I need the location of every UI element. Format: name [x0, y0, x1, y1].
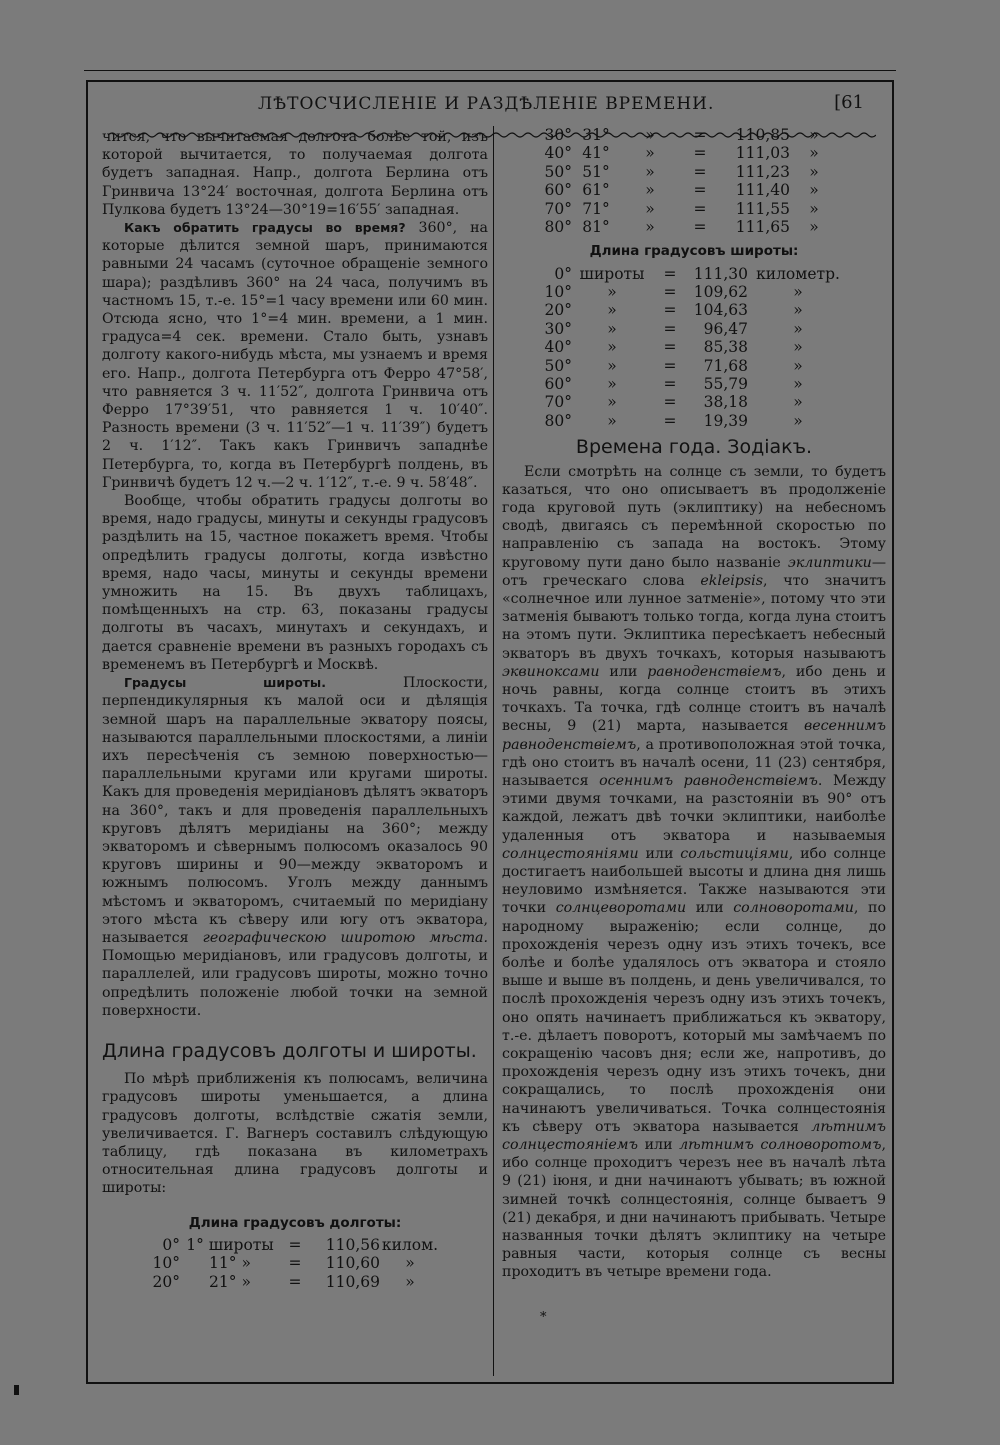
table-cell: = — [663, 319, 677, 338]
table-cell: 20° — [152, 1272, 180, 1291]
table-cell: 104,63 — [693, 301, 748, 320]
table-cell: 80° — [544, 411, 572, 430]
table-cell: = — [693, 144, 707, 163]
table-cell: » — [607, 375, 617, 394]
table-row — [538, 126, 838, 144]
table-cell: » — [809, 218, 819, 237]
table-cell: 85,38 — [703, 338, 748, 357]
table-cell: = — [663, 393, 677, 412]
longitude-table-continued — [538, 126, 838, 236]
table-cell: 19,39 — [703, 411, 748, 430]
table-row — [538, 218, 838, 236]
stray-mark: * — [540, 1310, 547, 1325]
table-cell: = — [663, 338, 677, 357]
section-heading: Длина градусовъ долготы и широты. — [102, 1039, 477, 1062]
table-cell: » — [793, 301, 803, 320]
table-cell: 50° — [544, 162, 572, 181]
table-cell: » — [793, 356, 803, 375]
table-cell: » — [607, 411, 617, 430]
paragraph: По мѣрѣ приближенія къ полюсамъ, величина градусовъ широты уменьшается, а длина градусовъ долготы, вслѣдствіе сжатія земли, увеличивается. Г. Вагнеръ составилъ слѣдующую таблицу, гдѣ показана въ километрахъ относительная длина градусовъ долготы и широты: — [102, 1071, 488, 1197]
table-cell: = — [663, 301, 677, 320]
table-cell: = — [693, 218, 707, 237]
table-cell: 60° — [544, 181, 572, 200]
table-cell: 110,85 — [735, 126, 790, 144]
table-cell: » — [793, 283, 803, 302]
paragraph-lead: Градусы широты. — [124, 675, 326, 691]
paragraph: Если смотрѣть на солнце съ земли, то будетъ казаться, что оно описываетъ въ продолженіе года круговой путь (эклиптику) на небесномъ сводѣ, двигаясь съ перемѣнной скоростью по направленію съ запада на востокъ. Этому круговому пути дано было названіе эклиптики—отъ греческаго слова ekleipsis, что значитъ «солнечное или лунное затменіе», потому что эти затменія бываютъ только тогда, когда луна стоитъ на этомъ пути. Эклиптика пересѣкаетъ небесный экваторъ въ двухъ точкахъ, которыя называютъ эквиноксами или равноденствіемъ, ибо день и ночь равны, когда солнце стоитъ въ этихъ точкахъ. Та точка, гдѣ солнце стоитъ въ началѣ весны, 9 (21) марта, называется весеннимъ равноденствіемъ, а противоположная этой точка, гдѣ оно стоитъ въ началѣ осени, 11 (23) сентября, называется осеннимъ равноденствіемъ. Между этими двумя точками, на разстояніи въ 90° отъ каждой, лежатъ двѣ точки эклиптики, наиболѣе удаленныя отъ экватора и называемыя солнцестояніями или сольстиціями, ибо солнце достигаетъ наибольшей высоты и длина дня лишь неуловимо измѣняется. Также называются эти точки солнцеворотами или солноворотами, по народному выраженію; если солнце, до прохожденія черезъ одну изъ этихъ точекъ, все болѣе и болѣе удалялось отъ экватора и стояло выше и выше въ полдень, и день увеличивался, то послѣ прохожденія черезъ одну изъ этихъ точекъ, оно опять начинаетъ приближаться къ экватору, т.-е. дѣлаетъ поворотъ, который мы замѣчаемъ по сокращенію часовъ дня; если же, напротивъ, до прохожденія черезъ одну изъ этихъ точекъ, дни сокращались, то послѣ прохожденія они начинаютъ увеличиваться. Точка солнцестоянія къ сѣверу отъ экватора называется лѣтнимъ солнцестояніемъ или лѣтнимъ солноворотомъ, ибо солнце проходитъ черезъ нее въ началѣ лѣта 9 (21) іюня, и дни начинаютъ убывать; въ южной зимней точкѣ солнцестоянія, солнце бываетъ 9 (21) декабря, и дни начинаютъ прибывать. Четыре названныя точки дѣлятъ эклиптику на четыре равныя части, которыя солнце съ весны проходитъ въ четыре времени года. — [502, 463, 887, 1281]
paragraph-lead: Какъ обратить градусы во время? — [124, 220, 406, 236]
table-row — [542, 338, 848, 356]
table-cell: » — [793, 411, 803, 430]
paragraph: Градусы широты. Плоскости, перпендикулярныя къ малой оси и дѣлящія земной шаръ на параллельные экватору поясы, называются параллельными плоскостями, а линіи ихъ пересѣченія съ земною поверхностью—параллельными кругами или кругами широты. Какъ для проведенія меридіановъ дѣлятъ экваторъ на 360°, такъ и для проведенія параллельныхъ круговъ дѣлятъ меридіаны на 360°; между экваторомъ и сѣвернымъ полюсомъ оказалось 90 круговъ ширины и 90—между экваторомъ и южнымъ полюсомъ. Уголъ между даннымъ мѣстомъ и экваторомъ, считаемый по меридіану этого мѣста къ сѣверу или югу отъ экватора, называется географическою широтою мѣста. Помощью меридіановъ, или градусовъ долготы, и параллелей, или градусовъ широты, можно точно опредѣлить положеніе любой точки на земной поверхности. — [102, 675, 488, 1019]
table-cell: 70° — [544, 393, 572, 412]
table-cell: » — [645, 162, 655, 181]
table-cell: » — [405, 1254, 415, 1273]
table-cell: » — [607, 356, 617, 375]
table-cell: = — [693, 162, 707, 181]
table-cell: 71,68 — [703, 356, 748, 375]
table-cell: = — [693, 181, 707, 200]
table-row — [146, 1273, 440, 1291]
table-cell: 11° » — [209, 1254, 251, 1273]
table-cell: 38,18 — [703, 393, 748, 412]
table-row — [538, 144, 838, 162]
table-row — [542, 412, 848, 430]
table-cell: 0° — [162, 1235, 180, 1254]
table-cell: » — [645, 126, 655, 144]
table-cell: » — [405, 1272, 415, 1291]
table-cell: 30° — [544, 126, 572, 144]
table-cell: 80° — [544, 218, 572, 237]
table-cell: » — [809, 162, 819, 181]
table-cell: 30° — [544, 319, 572, 338]
section-heading: Времена года. Зодіакъ. — [575, 436, 813, 459]
table-cell: 61° — [582, 181, 610, 200]
table-cell: = — [288, 1272, 302, 1291]
running-head: ЛѢТОСЧИСЛЕНІЕ И РАЗДѢЛЕНІЕ ВРЕМЕНИ. — [258, 94, 715, 114]
table-cell: 0° — [554, 264, 572, 283]
paragraph: Вообще, чтобы обратить градусы долготы во время, надо градусы, минуты и секунды градусовъ раздѣлить на 15, частное покажетъ время. Чтобы опредѣлить градусы долготы, когда извѣстно время, надо часы, минуты и секунды времени умножить на 15. Въ двухъ таблицахъ, помѣщенныхъ на стр. 63, показаны градусы долготы въ часахъ, минутахъ и секундахъ, и дается сравненіе времени въ разныхъ городахъ съ временемъ въ Петербургѣ и Москвѣ. — [102, 493, 488, 673]
table-cell: » — [809, 126, 819, 144]
left-column — [102, 128, 488, 1291]
table-cell: 111,03 — [735, 144, 790, 163]
edge-mark — [14, 1385, 19, 1395]
table-cell: широты — [579, 264, 645, 283]
table-row — [146, 1236, 440, 1254]
table-row — [542, 283, 848, 301]
table-cell: 21° » — [209, 1272, 251, 1291]
table-row — [538, 163, 838, 181]
column-divider — [493, 126, 494, 1376]
table-cell: 111,65 — [735, 218, 790, 237]
table-cell: = — [693, 199, 707, 218]
table-cell: 41° — [582, 144, 610, 163]
table-cell: 81° — [582, 218, 610, 237]
table-cell: = — [663, 411, 677, 430]
book-page — [86, 80, 894, 1384]
table-row — [542, 301, 848, 319]
table-cell: » — [793, 375, 803, 394]
paragraph: чится, что вычитаемая долгота болѣе той, изъ которой вычитается, то получаемая долгота будетъ западная. Напр., долгота Берлина отъ Гринвича 13°24′ восточная, долгота Берлина отъ Пулкова будетъ 13°24—30°19=16′55′ западная. — [102, 129, 488, 218]
table-cell: » — [645, 181, 655, 200]
table-cell: 10° — [152, 1254, 180, 1273]
table-cell: 60° — [544, 375, 572, 394]
table-cell: 111,30 — [693, 264, 748, 283]
table-cell: 110,60 — [325, 1254, 380, 1273]
top-rule — [84, 70, 896, 71]
table-cell: » — [809, 199, 819, 218]
table-cell: 1° широты — [186, 1235, 274, 1254]
page-number: [61 — [834, 92, 864, 113]
table-cell: » — [607, 283, 617, 302]
table-cell: » — [793, 393, 803, 412]
table-cell: = — [663, 264, 677, 283]
table-row — [542, 393, 848, 411]
table-cell: 110,56 — [325, 1235, 380, 1254]
table-cell: » — [645, 144, 655, 163]
table-cell: » — [809, 144, 819, 163]
table-cell: 110,69 — [325, 1272, 380, 1291]
table-cell: 40° — [544, 338, 572, 357]
table-cell: = — [663, 283, 677, 302]
table-cell: 70° — [544, 199, 572, 218]
table-row — [146, 1254, 440, 1272]
longitude-table — [146, 1236, 440, 1291]
table-row — [538, 181, 838, 199]
table-cell: » — [607, 338, 617, 357]
table-cell: = — [288, 1254, 302, 1273]
table-cell: » — [607, 319, 617, 338]
table-cell: 50° — [544, 356, 572, 375]
table-row — [538, 200, 838, 218]
right-column — [502, 126, 886, 1282]
table-cell: 40° — [544, 144, 572, 163]
table-cell: = — [663, 375, 677, 394]
paragraph: Какъ обратить градусы во время? 360°, на которые дѣлится земной шаръ, принимаются равными 24 часамъ (суточное обращеніе земного шара); раздѣливъ 360° на 24 часа, получимъ въ частномъ 15, т.-е. 15°=1 часу времени или 60 мин. Отсюда ясно, что 1°=4 мин. времени, а 1 мин. градуса=4 сек. времени. Стало быть, узнавъ долготу какого-нибудь мѣста, мы узнаемъ и время его. Напр., долгота Петербурга отъ Ферро 47°58′, что равняется 3 ч. 11′52″, долгота Гринвича отъ Ферро 17°39′51, что равняется 1 ч. 10′40″. Разность времени (3 ч. 11′52″—1 ч. 11′39″) будетъ 2 ч. 1′12″. Такъ какъ Гринвичъ западнѣе Петербурга, то, когда въ Петербургѣ полдень, въ Гринвичѣ будетъ 12 ч.—2 ч. 1′12″, т.-е. 9 ч. 58′48″. — [102, 220, 488, 491]
table-title: Длина градусовъ долготы: — [188, 1214, 402, 1231]
table-cell: » — [607, 393, 617, 412]
table-cell: 71° — [582, 199, 610, 218]
table-cell: 20° — [544, 301, 572, 320]
table-cell: 111,55 — [735, 199, 790, 218]
table-cell: = — [663, 356, 677, 375]
latitude-table — [542, 265, 848, 431]
table-cell: 31° — [582, 126, 610, 144]
table-cell: 111,40 — [735, 181, 790, 200]
table-cell: 51° — [582, 162, 610, 181]
table-cell: километр. — [756, 264, 840, 283]
table-cell: 96,47 — [703, 319, 748, 338]
table-cell: 55,79 — [703, 375, 748, 394]
table-cell: » — [607, 301, 617, 320]
table-row — [542, 265, 848, 283]
table-row — [542, 375, 848, 393]
table-cell: 10° — [544, 283, 572, 302]
table-cell: килом. — [381, 1235, 439, 1254]
table-title: Длина градусовъ широты: — [589, 243, 799, 260]
table-row — [542, 357, 848, 375]
table-row — [542, 320, 848, 338]
table-cell: » — [645, 218, 655, 237]
page-header — [88, 94, 892, 124]
table-cell: 111,23 — [735, 162, 790, 181]
table-cell: » — [809, 181, 819, 200]
table-cell: » — [645, 199, 655, 218]
table-cell: = — [288, 1235, 302, 1254]
table-cell: 109,62 — [693, 283, 748, 302]
table-cell: » — [793, 338, 803, 357]
table-cell: » — [793, 319, 803, 338]
table-cell: = — [693, 126, 707, 144]
